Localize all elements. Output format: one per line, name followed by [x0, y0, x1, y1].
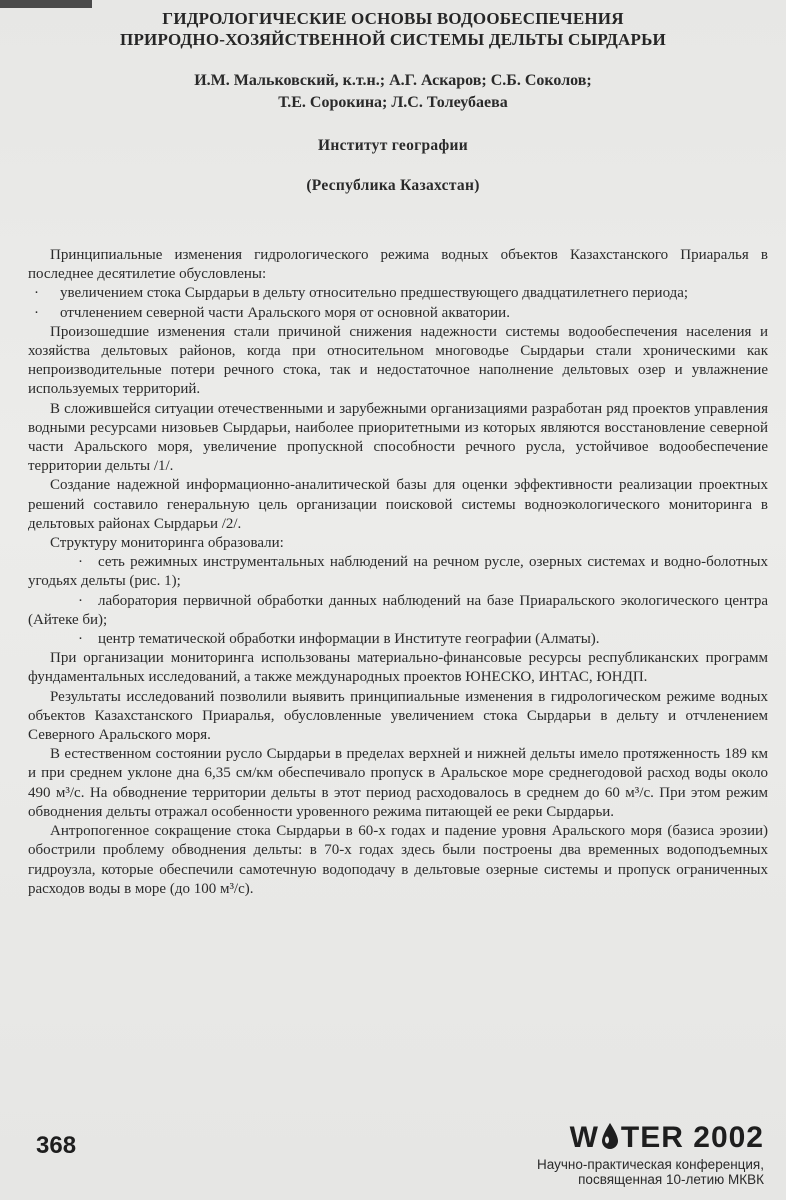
- bullet-text: отчленением северной части Аральского моря от основной акватории.: [60, 304, 510, 321]
- bullet-item: [28, 284, 768, 303]
- bullet-mark: ·: [34, 285, 39, 302]
- scan-edge-strip: [0, 0, 92, 8]
- bullet-text: сеть режимных инструментальных наблюдений на речном русле, озерных системах и водно-болотных угодьях дельты (рис. 1);: [28, 554, 768, 590]
- title-line-2: ПРИРОДНО-ХОЗЯЙСТВЕННОЙ СИСТЕМЫ ДЕЛЬТЫ СЫРДАРЬИ: [120, 30, 666, 49]
- conference-line-1: Научно-практическая конференция,: [537, 1157, 764, 1172]
- conference-line-2: посвященная 10-летию МКВК: [578, 1172, 764, 1187]
- bullet-mark: ·: [78, 592, 83, 609]
- logo-letter: W: [569, 1121, 599, 1154]
- logo-text: TER 2002: [620, 1121, 764, 1154]
- paragraph: Антропогенное сокращение стока Сырдарьи в 60-х годах и падение уровня Аральского моря (базиса эрозии) обострили проблему обводнения дельты: в 70-х годах здесь были построены два временных водоподъемных гидроузла, которые обеспечили самотечную водоподачу в дельтовые озерные системы и пропуск ограниченных расходов воды в море (до 100 м³/с).: [28, 823, 768, 897]
- title-line-1: ГИДРОЛОГИЧЕСКИЕ ОСНОВЫ ВОДООБЕСПЕЧЕНИЯ: [162, 9, 624, 28]
- bullet-text: увеличением стока Сырдарьи в дельту относительно предшествующего двадцатилетнего периода;: [60, 285, 689, 302]
- paragraph: В сложившейся ситуации отечественными и зарубежными организациями разработан ряд проектов управления водными ресурсами низовьев Сырдарьи, наиболее приоритетными из которых являются восстановление северной части Аральского моря, увеличение пропускной способности речного русла, устойчивое водообеспечение территории дельты /1/.: [28, 400, 768, 475]
- bullet-item: [28, 592, 768, 630]
- institute: Институт географии: [318, 137, 468, 154]
- bullet-text: центр тематической обработки информации в Институте географии (Алматы).: [98, 631, 600, 648]
- authors-line-1: И.М. Мальковский, к.т.н.; А.Г. Аскаров; С.Б. Соколов;: [194, 72, 592, 89]
- authors: [0, 70, 786, 114]
- paragraph: Результаты исследований позволили выявить принципиальные изменения в гидрологическом режиме водных объектов Казахстанского Приаралья, обусловленные увеличением стока Сырдарьи в дельту и отчленением Северного Аральского моря.: [28, 688, 768, 744]
- paragraph: В естественном состоянии русло Сырдарьи в пределах верхней и нижней дельты имело протяженность 189 км и при среднем уклоне дна 6,35 см/км обеспечивало пропуск в Аральское море среднегодовой расход воды около 490 м³/с. На обводнение территории дельты в этот период расходовалось в среднем до 60 м³/с. При этом режим обводнения дельты отражал особенности уровенного режима питающей ее реки Сырдарьи.: [28, 746, 768, 820]
- page-number: 368: [36, 1132, 77, 1159]
- water-drop-icon: [600, 1122, 620, 1157]
- authors-line-2: Т.Е. Сорокина; Л.С. Толеубаева: [278, 94, 508, 111]
- paragraph: Произошедшие изменения стали причиной снижения надежности системы водообеспечения населения и хозяйства дельтовых районов, когда при относительном многоводье Сырдарьи стали хроническими как непроизводительные потери речного стока, так и недостаточное наполнение дельтовых озер и увлажнение используемых территорий.: [28, 323, 768, 398]
- bullet-mark: ·: [78, 631, 83, 648]
- paragraph: Структуру мониторинга образовали:: [50, 535, 284, 552]
- country: (Республика Казахстан): [306, 177, 480, 194]
- bullet-mark: ·: [34, 304, 39, 321]
- bullet-text: лаборатория первичной обработки данных наблюдений на базе Приаральского экологического центра (Айтеке би);: [28, 592, 768, 628]
- paragraph: Принципиальные изменения гидрологического режима водных объектов Казахстанского Приаралья в последнее десятилетие обусловлены:: [28, 247, 768, 283]
- logo-wordmark: [537, 1122, 764, 1157]
- bullet-item: [28, 630, 768, 649]
- bullet-item: [28, 553, 768, 591]
- bullet-item: [28, 304, 768, 323]
- bullet-mark: ·: [78, 554, 83, 571]
- paragraph: Создание надежной информационно-аналитической базы для оценки эффективности реализации проектных решений составило генеральную цель организации поисковой системы водноэкологического мониторинга в дельтовых районах Сырдарьи /2/.: [28, 477, 768, 532]
- article-body: [28, 246, 768, 899]
- article-header: [0, 8, 786, 195]
- paragraph: При организации мониторинга использованы материально-финансовые ресурсы республиканских программ фундаментальных исследований, а также международных проектов ЮНЕСКО, ИНТАС, ЮНДП.: [28, 650, 768, 686]
- article-title: [0, 8, 786, 50]
- water-2002-logo: [537, 1122, 764, 1187]
